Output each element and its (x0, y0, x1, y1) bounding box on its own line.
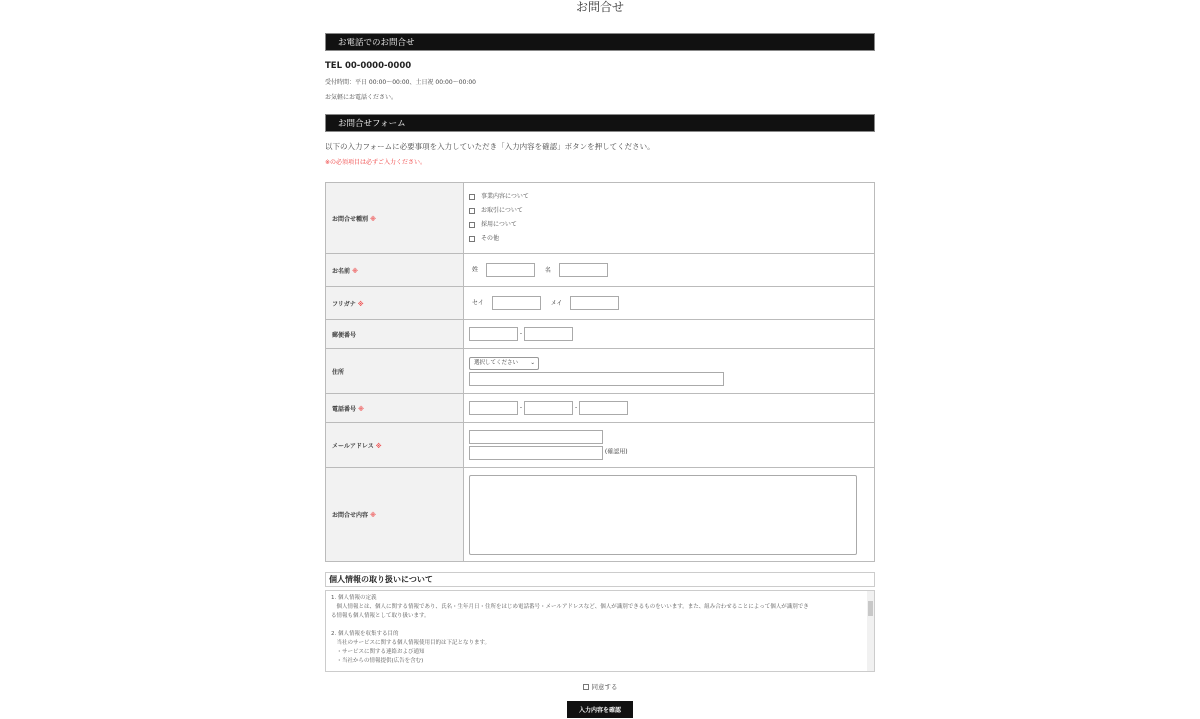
zip-input-1[interactable] (469, 327, 518, 341)
chevron-down-icon: ⌄ (530, 359, 535, 366)
required-note: ※の必須項目は必ずご入力ください。 (325, 159, 427, 166)
contact-form-table: お問合せ種別 ※ 事業内容について お取引について 採用について その他 お名前 ※ 姓 名 フリガナ ※ セイ メイ 郵便番号 - 住所 選択してください ⌄ 電話番号 ※ - - メールアドレス ※ (確認用) お問合せ内容 ※ (325, 182, 875, 562)
content-textarea[interactable] (469, 475, 857, 555)
phone-note: お気軽にお電話ください。 (325, 94, 398, 101)
field-label-address: 住所 (326, 349, 464, 394)
zip-input-2[interactable] (524, 327, 573, 341)
field-label-kana: フリガナ ※ (326, 287, 464, 320)
field-label-zip: 郵便番号 (326, 320, 464, 349)
email-input[interactable] (469, 430, 603, 444)
prefecture-select[interactable]: 選択してください ⌄ (469, 357, 539, 370)
field-label-phone: 電話番号 ※ (326, 394, 464, 423)
checkbox-type-business[interactable]: 事業内容について (469, 190, 874, 204)
address-input[interactable] (469, 372, 724, 386)
contact-page (325, 0, 875, 718)
confirm-button[interactable]: 入力内容を確認 (567, 701, 633, 718)
last-kana-label: セイ (472, 299, 484, 307)
privacy-heading: 個人情報の取り扱いについて (325, 572, 875, 587)
phone-section-heading: お電話でのお問合せ (325, 33, 875, 51)
page-title: お問合せ (575, 0, 624, 14)
first-kana-label: メイ (550, 299, 563, 307)
phone-input-1[interactable] (469, 401, 518, 415)
field-label-type: お問合せ種別 ※ (326, 183, 464, 254)
business-hours: 受付時間：平日 00:00〜00:00、土日祝 00:00〜00:00 (325, 79, 476, 86)
checkbox-type-other[interactable]: その他 (469, 232, 874, 246)
email-confirm-label: (確認用) (604, 448, 628, 456)
phone-number: TEL 00-0000-0000 (325, 61, 412, 71)
field-label-content: お問合せ内容 ※ (326, 468, 464, 562)
phone-input-3[interactable] (579, 401, 628, 415)
agree-checkbox[interactable]: 同意する (325, 682, 875, 691)
privacy-textbox[interactable]: 1. 個人情報の定義 個人情報とは、個人に関する情報であり、氏名・生年月日・住所をはじめ電話番号・メールアドレスなど、個人が識別できるものをいいます。また、組み合わせることによって個人が識別でき る情報も個人情報として取り扱います。 2. 個人情報を収集する目的 当社のサービスに関する個人情報使用目的は下記となります。 ・サービスに関する連絡および通知 ・当社からの情報提供(広告を含む) (325, 590, 875, 672)
first-name-label: 名 (544, 266, 551, 274)
checkbox-type-transaction[interactable]: お取引について (469, 204, 874, 218)
last-name-label: 姓 (472, 266, 479, 274)
field-label-email: メールアドレス ※ (326, 423, 464, 468)
privacy-scrollbar[interactable] (867, 591, 874, 671)
form-section-heading: お問合せフォーム (325, 114, 875, 132)
email-confirm-input[interactable] (469, 446, 603, 460)
form-lead: 以下の入力フォームに必要事項を入力していただき「入力内容を確認」ボタンを押してください。 (325, 142, 655, 151)
field-label-name: お名前 ※ (326, 254, 464, 287)
first-name-input[interactable] (559, 263, 608, 277)
last-kana-input[interactable] (492, 296, 541, 310)
last-name-input[interactable] (486, 263, 535, 277)
first-kana-input[interactable] (570, 296, 619, 310)
checkbox-type-recruit[interactable]: 採用について (469, 218, 874, 232)
phone-input-2[interactable] (524, 401, 573, 415)
